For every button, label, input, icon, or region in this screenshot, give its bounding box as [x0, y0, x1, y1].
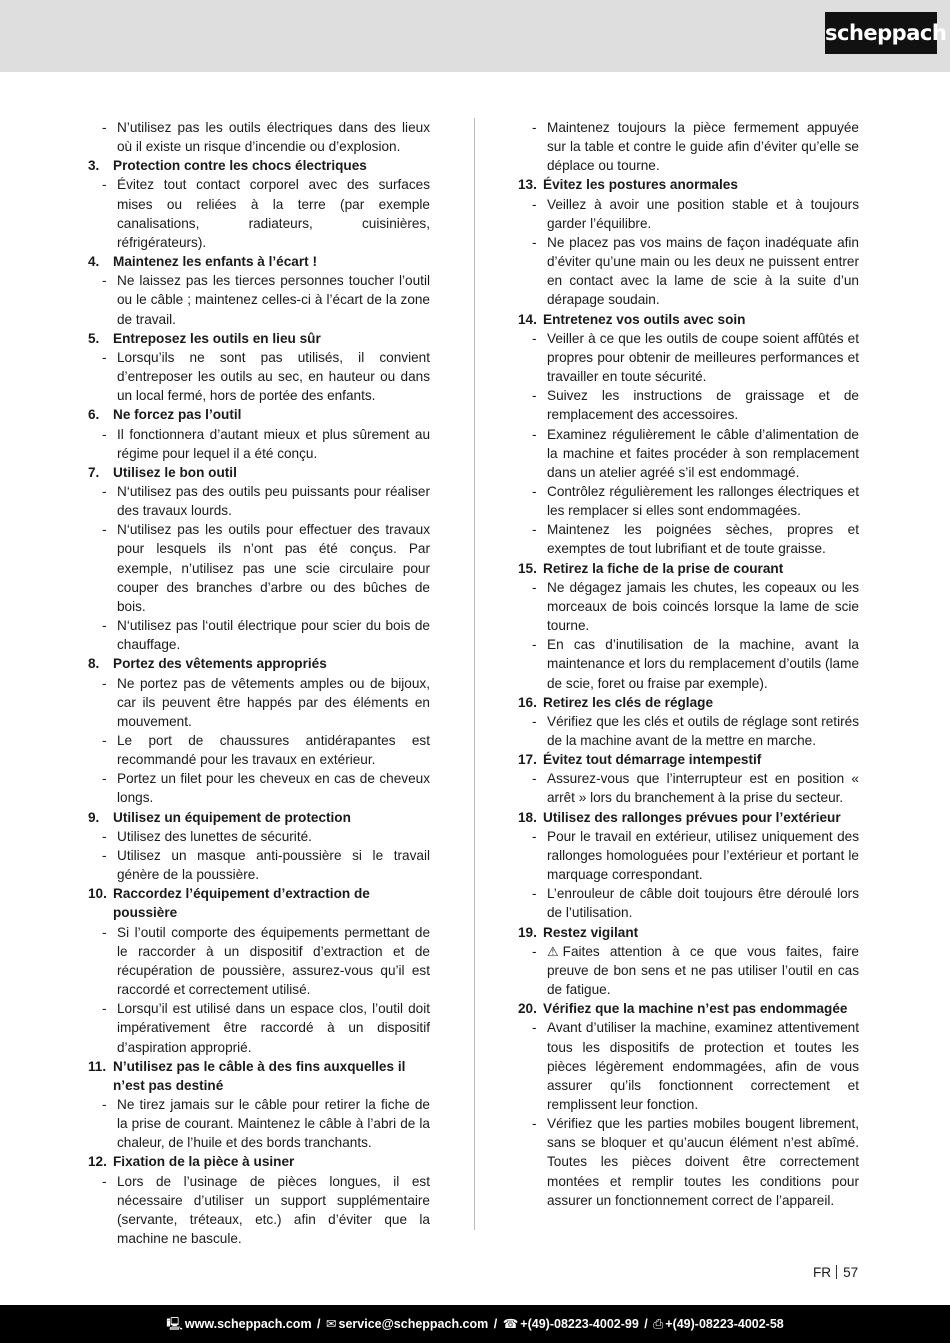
bullet-text-content: Ne dégagez jamais les chutes, les copeaux ou les morceaux de bois coincés lorsque la lame de scie tourne. [547, 579, 859, 634]
bullet-text-content: Portez un filet pour les cheveux en cas de cheveux longs. [117, 771, 430, 806]
bullet-text [117, 348, 430, 405]
bullet-text-content: Utilisez un masque anti-poussière si le travail génère de la poussière. [117, 847, 430, 883]
section-heading [88, 1057, 430, 1095]
bullet-item [88, 731, 430, 769]
bullet-item [88, 425, 430, 463]
page-separator [836, 1265, 837, 1279]
bullet-item [88, 1172, 430, 1249]
section-number: 8. [88, 656, 100, 672]
bullet-dash: - [532, 234, 537, 250]
bullet-text [117, 118, 430, 156]
section-heading [518, 999, 859, 1018]
bullet-text [547, 195, 859, 233]
footer-fax: +(49)-08223-4002-58 [665, 1317, 784, 1331]
bullet-text-content: Si l’outil comporte des équipements permettant de le raccorder à un dispositif d’extraction et de récupération de poussière, assurez-vous qu’il est raccordé et correctement utilisé. [117, 924, 430, 998]
bullet-text-content: Il fonctionnera d’autant mieux et plus sûrement au régime pour lequel il a été conçu. [117, 426, 430, 461]
bullet-text [117, 923, 430, 1000]
bullet-text [117, 769, 430, 807]
section-title: Utilisez le bon outil [113, 464, 237, 480]
bullet-text-content: N‘utilisez pas des outils peu puissants pour réaliser des travaux lourds. [117, 483, 430, 519]
section-heading [88, 405, 430, 424]
bullet-item [518, 195, 859, 233]
bullet-text [547, 884, 859, 922]
warning-triangle-icon: ⚠ [547, 943, 559, 959]
bullet-item [88, 482, 430, 520]
bullet-text-content: Veiller à ce que les outils de coupe soient affûtés et propres pour obtenir de meilleures performances et travailler en toute sécurité. [547, 330, 859, 385]
section-title: Entreposez les outils en lieu sûr [113, 330, 321, 346]
bullet-text [117, 616, 430, 654]
bullet-item [518, 578, 859, 635]
bullet-dash: - [102, 349, 107, 365]
section-heading [88, 884, 430, 922]
footer-separator: / [644, 1317, 648, 1331]
section-title: Ne forcez pas l’outil [113, 407, 242, 423]
bullet-dash: - [102, 1001, 107, 1017]
bullet-dash: - [102, 273, 107, 289]
section-heading [518, 310, 859, 329]
bullet-dash: - [102, 426, 107, 442]
bullet-dash: - [532, 943, 537, 959]
bullet-text [117, 520, 430, 616]
bullet-text [117, 271, 430, 328]
bullet-item [518, 386, 859, 424]
bullet-text-content: Suivez les instructions de graissage et de remplacement des accessoires. [547, 388, 859, 423]
bullet-text-content: Ne portez pas de vêtements amples ou de bijoux, car ils peuvent être happés par des éléments en mouvement. [117, 675, 430, 729]
column-divider [474, 118, 475, 1230]
bullet-text [547, 118, 859, 175]
section-number: 9. [88, 809, 100, 825]
bullet-item [518, 1114, 859, 1210]
bullet-text-content: Veillez à avoir une position stable et à toujours garder l’équilibre. [547, 196, 859, 231]
bullet-text-content: Utilisez des lunettes de sécurité. [117, 828, 312, 844]
bullet-dash: - [532, 637, 537, 653]
section-title: Retirez les clés de réglage [543, 694, 714, 710]
section-number: 12. [88, 1154, 107, 1170]
computer-icon: 🖳 [166, 1317, 183, 1331]
bullet-item [88, 923, 430, 1000]
bullet-dash: - [532, 579, 537, 595]
bullet-text [547, 482, 859, 520]
bullet-text [117, 999, 430, 1056]
page-lang: FR [813, 1265, 832, 1280]
bullet-text-content: Vérifiez que les parties mobiles bougent librement, sans se bloquer et qu’aucun élément n’est abîmé. Toutes les pièces doivent être correctement montées et remplir toutes les conditions pour assurer un fonctionnement correct de l’appareil. [547, 1116, 859, 1208]
bullet-text-content: Faites attention à ce que vous faites, faire preuve de bon sens et ne pas utiliser l’outil en cas de fatigue. [547, 943, 859, 998]
section-number: 10. [88, 886, 107, 902]
bullet-item [518, 329, 859, 386]
bullet-item [88, 118, 430, 156]
section-title: Protection contre les chocs électriques [113, 158, 367, 174]
section-heading [88, 463, 430, 482]
bullet-item [518, 482, 859, 520]
bullet-text-content: Contrôlez régulièrement les rallonges électriques et les remplacer si elles sont endommagées. [547, 483, 859, 519]
bullet-dash: - [102, 1096, 107, 1112]
footer-email[interactable]: service@scheppach.com [338, 1317, 489, 1331]
footer-separator: / [317, 1317, 321, 1331]
bullet-dash: - [102, 618, 107, 634]
bullet-text [547, 1114, 859, 1210]
page-footer [0, 1305, 950, 1343]
section-title: Évitez tout démarrage intempestif [543, 752, 762, 768]
bullet-dash: - [102, 177, 107, 193]
bullet-dash: - [102, 924, 107, 940]
bullet-item [88, 827, 430, 846]
bullet-text [547, 1018, 859, 1114]
bullet-dash: - [102, 828, 107, 844]
left-column [88, 118, 430, 1248]
bullet-text-content: Maintenez les poignées sèches, propres et exemptes de tout lubrifiant et de toute graisse. [547, 522, 859, 557]
bullet-text [117, 827, 430, 846]
bullet-dash: - [102, 847, 107, 863]
section-heading [88, 156, 430, 175]
bullet-dash: - [532, 483, 537, 499]
bullet-dash: - [102, 733, 107, 748]
bullet-item [88, 769, 430, 807]
bullet-item [88, 520, 430, 616]
bullet-text [547, 827, 859, 884]
bullet-text [117, 1095, 430, 1152]
bullet-text-content: Maintenez toujours la pièce fermement appuyée sur la table et contre le guide afin d’éviter qu’elle se déplace ou tourne. [547, 120, 859, 174]
bullet-text [547, 712, 859, 750]
page-number [813, 1265, 858, 1280]
section-heading [518, 693, 859, 712]
bullet-text-content: Pour le travail en extérieur, utilisez uniquement des rallonges homologuées pour l’extérieur et portant le marquage correspondant. [547, 828, 859, 883]
bullet-text [547, 386, 859, 424]
bullet-item [518, 425, 859, 482]
section-title: Utilisez un équipement de protection [113, 809, 351, 825]
bullet-dash: - [532, 330, 537, 346]
bullet-item [88, 846, 430, 884]
section-title: Évitez les postures anormales [543, 177, 738, 193]
footer-website[interactable]: www.scheppach.com [184, 1317, 312, 1331]
section-title: Entretenez vos outils avec soin [543, 311, 746, 327]
bullet-dash: - [102, 120, 107, 135]
section-title: Portez des vêtements appropriés [113, 656, 327, 672]
bullet-text-content: Vérifiez que les clés et outils de réglage sont retirés de la machine avant de la mettre en marche. [547, 713, 859, 748]
section-title: Vérifiez que la machine n’est pas endommagée [543, 1001, 848, 1017]
section-title: Fixation de la pièce à usiner [113, 1154, 295, 1170]
bullet-text-content: Avant d’utiliser la machine, examinez attentivement tous les dispositifs de protection et toutes les pièces légèrement endommagées, afin de vous assurer qu’ils fonctionnent correctement et remplissent leur fonction. [547, 1020, 859, 1112]
section-heading [88, 252, 430, 271]
bullet-dash: - [532, 120, 537, 135]
bullet-text [547, 329, 859, 386]
bullet-text [117, 731, 430, 769]
section-title: Raccordez l’équipement d’extraction de poussière [113, 886, 370, 921]
bullet-text [547, 942, 859, 999]
bullet-item [518, 635, 859, 692]
bullet-dash: - [102, 1173, 107, 1189]
bullet-text [547, 578, 859, 635]
bullet-text [117, 425, 430, 463]
bullet-text-content: Examinez régulièrement le câble d’alimentation de la machine et faites procéder à son remplacement dans un atelier agréé s’il est endommagé. [547, 426, 859, 480]
bullet-dash: - [532, 426, 537, 442]
bullet-text-content: En cas d’inutilisation de la machine, avant la maintenance et lors du remplacement d’outils (lame de scie, foret ou fraise par exemple). [547, 637, 859, 691]
section-number: 7. [88, 464, 100, 480]
footer-phone: +(49)-08223-4002-99 [520, 1317, 639, 1331]
bullet-dash: - [102, 483, 107, 499]
bullet-item [88, 175, 430, 252]
bullet-item [88, 674, 430, 731]
bullet-item [518, 118, 859, 175]
fax-icon: ⎙ [653, 1317, 664, 1331]
section-heading [88, 654, 430, 673]
section-number: 6. [88, 407, 100, 423]
bullet-text-content: L’enrouleur de câble doit toujours être déroulé lors de l’utilisation. [547, 886, 859, 921]
bullet-item [88, 999, 430, 1056]
bullet-item [518, 827, 859, 884]
right-column [518, 118, 859, 1210]
section-number: 13. [518, 177, 537, 193]
bullet-dash: - [102, 771, 107, 787]
bullet-text [117, 482, 430, 520]
bullet-text [547, 233, 859, 310]
section-heading [88, 1152, 430, 1171]
bullet-item [88, 271, 430, 328]
bullet-dash: - [532, 1020, 537, 1036]
page-number-value: 57 [843, 1265, 859, 1280]
section-title: Retirez la fiche de la prise de courant [543, 560, 784, 576]
section-number: 3. [88, 158, 100, 174]
section-number: 14. [518, 311, 537, 327]
bullet-dash: - [532, 771, 537, 787]
section-heading [88, 329, 430, 348]
bullet-item [518, 884, 859, 922]
section-number: 19. [518, 924, 537, 940]
bullet-item [518, 233, 859, 310]
bullet-text [547, 769, 859, 807]
bullet-dash: - [532, 522, 537, 538]
bullet-text-content: N’utilisez pas les outils électriques dans des lieux où il existe un risque d’incendie ou d’explosion. [117, 120, 430, 155]
section-heading [518, 175, 859, 194]
bullet-text-content: Lorsqu’il est utilisé dans un espace clos, l’outil doit impérativement être raccordé à un dispositif d’aspiration approprié. [117, 1001, 430, 1055]
bullet-text-content: Lorsqu’ils ne sont pas utilisés, il convient d’entreposer les outils au sec, en hauteur ou dans un local fermé, hors de portée des enfants. [117, 349, 430, 404]
section-title: Restez vigilant [543, 924, 639, 940]
section-number: 18. [518, 809, 537, 825]
section-heading [518, 750, 859, 769]
section-heading [88, 808, 430, 827]
bullet-text-content: Lors de l’usinage de pièces longues, il est nécessaire d’utiliser un support supplémentaire (servante, tréteaux, etc.) afin d’éviter que la machine ne bascule. [117, 1173, 430, 1247]
bullet-text-content: Le port de chaussures antidérapantes est recommandé pour les travaux en extérieur. [117, 733, 430, 768]
section-number: 16. [518, 694, 537, 710]
bullet-text-content: N‘utilisez pas les outils pour effectuer des travaux pour lesquels ils n’ont pas été conçus. Par exemple, n’utilisez pas une scie circulaire pour couper des branches d’arbre ou des bûches de bois. [117, 522, 430, 614]
bullet-dash: - [102, 675, 107, 691]
bullet-text [547, 520, 859, 558]
bullet-text [117, 674, 430, 731]
bullet-text-content: Évitez tout contact corporel avec des surfaces mises ou reliées à la terre (par exemple canalisations, radiateurs, cuisinières, réfrigérateurs). [117, 177, 430, 250]
bullet-dash: - [532, 713, 537, 729]
bullet-text [117, 846, 430, 884]
section-title: Maintenez les enfants à l’écart ! [113, 254, 317, 270]
bullet-item [518, 712, 859, 750]
footer-separator: / [493, 1317, 498, 1331]
section-title: N’utilisez pas le câble à des fins auxquelles il n’est pas destiné [113, 1058, 406, 1093]
bullet-item [88, 348, 430, 405]
bullet-item [518, 520, 859, 558]
section-heading [518, 808, 859, 827]
section-number: 4. [88, 254, 100, 270]
bullet-dash: - [532, 828, 537, 844]
bullet-text [117, 175, 430, 252]
bullet-text [547, 425, 859, 482]
bullet-dash: - [532, 388, 537, 404]
section-title: Utilisez des rallonges prévues pour l’extérieur [543, 809, 841, 825]
bullet-dash: - [532, 886, 537, 902]
section-number: 5. [88, 330, 100, 346]
section-heading [518, 559, 859, 578]
bullet-text-content: Ne tirez jamais sur le câble pour retirer la fiche de la prise de courant. Maintenez le câble à l’abri de la chaleur, de l’huile et des bords tranchants. [117, 1096, 430, 1151]
section-number: 11. [88, 1058, 107, 1074]
bullet-text-content: Assurez-vous que l’interrupteur est en position « arrêt » lors du branchement à la prise du secteur. [547, 771, 859, 806]
bullet-dash: - [102, 522, 107, 538]
bullet-item [518, 942, 859, 999]
section-number: 15. [518, 560, 537, 576]
bullet-dash: - [532, 1116, 537, 1132]
bullet-text-content: Ne laissez pas les tierces personnes toucher l’outil ou le câble ; maintenez celles-ci à l’écart de la zone de travail. [117, 273, 430, 327]
bullet-text [547, 635, 859, 692]
brand-logo: scheppach [825, 12, 937, 54]
bullet-item [518, 769, 859, 807]
bullet-item [518, 1018, 859, 1114]
bullet-dash: - [532, 196, 537, 212]
bullet-item [88, 1095, 430, 1152]
mail-icon: ✉ [326, 1317, 337, 1331]
phone-icon: ☎ [502, 1317, 519, 1331]
bullet-text-content: N‘utilisez pas l‘outil électrique pour scier du bois de chauffage. [117, 618, 430, 653]
page-header [0, 0, 950, 72]
section-heading [518, 923, 859, 942]
bullet-text [117, 1172, 430, 1249]
section-number: 20. [518, 1001, 537, 1017]
bullet-item [88, 616, 430, 654]
bullet-text-content: Ne placez pas vos mains de façon inadéquate afin d’éviter qu’une main ou les deux ne puissent entrer en contact avec la lame de scie à la suite d’un dérapage soudain. [547, 234, 859, 308]
section-number: 17. [518, 752, 537, 768]
